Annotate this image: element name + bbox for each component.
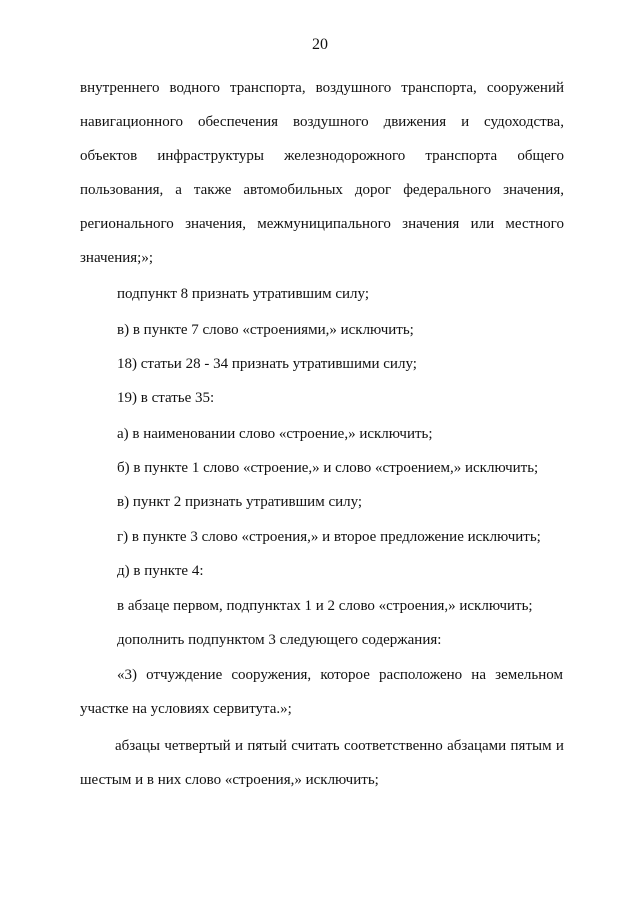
- word: которое: [320, 667, 370, 683]
- text-line: г) в пункте 3 слово «строения,» и второе предложение исключить;: [117, 529, 541, 545]
- word: расположено: [379, 667, 463, 683]
- text-line: [115, 736, 564, 756]
- page-number: 20: [312, 36, 328, 53]
- word: движения: [383, 114, 447, 130]
- text-line: [80, 214, 564, 234]
- word: инфраструктуры: [157, 148, 264, 164]
- word: и: [555, 738, 564, 754]
- word: значения,: [503, 182, 564, 198]
- word: также: [193, 182, 232, 198]
- word: транспорта,: [401, 80, 477, 96]
- text-line: в) в пункте 7 слово «строениями,» исключить;: [117, 322, 414, 338]
- text-line: [80, 146, 564, 166]
- text-line: дополнить подпунктом 3 следующего содержания:: [117, 632, 442, 648]
- text-line: в) пункт 2 признать утратившим силу;: [117, 494, 363, 510]
- text-line: д) в пункте 4:: [117, 563, 204, 579]
- word: пятый: [247, 738, 287, 754]
- word: отчуждение: [146, 667, 223, 683]
- word: земельном: [495, 667, 563, 683]
- word: на: [471, 667, 486, 683]
- word: судоходства,: [484, 114, 564, 130]
- text-line: [117, 665, 563, 685]
- word: обеспечения: [197, 114, 279, 130]
- text-line: [80, 180, 564, 200]
- word: регионального: [80, 216, 174, 232]
- word: четвертый: [164, 738, 231, 754]
- text-line: подпункт 8 признать утратившим силу;: [117, 286, 369, 302]
- word: значения: [402, 216, 460, 232]
- word: считать: [291, 738, 340, 754]
- word: воздушного: [293, 114, 369, 130]
- word: навигационного: [80, 114, 183, 130]
- word: значения,: [185, 216, 246, 232]
- word: внутреннего: [80, 80, 160, 96]
- text-line: значения;»;: [80, 250, 154, 266]
- text-line: а) в наименовании слово «строение,» исключить;: [117, 426, 433, 442]
- word: абзацами: [447, 738, 507, 754]
- text-line: б) в пункте 1 слово «строение,» и слово «строением,» исключить;: [117, 460, 539, 476]
- word: воздушного: [315, 80, 392, 96]
- text-line: [80, 112, 564, 132]
- word: федерального: [403, 182, 492, 198]
- text-line: в абзаце первом, подпунктах 1 и 2 слово «строения,» исключить;: [117, 598, 533, 614]
- word: межмуниципального: [257, 216, 391, 232]
- word: абзацы: [115, 738, 160, 754]
- text-line: 18) статьи 28 - 34 признать утратившими силу;: [117, 356, 417, 372]
- word: железнодорожного: [284, 148, 406, 164]
- word: дорог: [354, 182, 392, 198]
- word: водного: [169, 80, 221, 96]
- word: сооружения,: [231, 667, 312, 683]
- word: общего: [517, 148, 564, 164]
- word: «3): [117, 667, 137, 683]
- text-line: шестым и в них слово «строения,» исключить;: [80, 772, 379, 788]
- word: или: [470, 216, 495, 232]
- text-line: участке на условиях сервитута.»;: [80, 701, 292, 717]
- word: а: [175, 182, 182, 198]
- word: пятым: [510, 738, 552, 754]
- text-line: 19) в статье 35:: [117, 390, 215, 406]
- text-line: [80, 78, 564, 98]
- word: местного: [505, 216, 564, 232]
- word: сооружений: [486, 80, 564, 96]
- word: транспорта,: [230, 80, 306, 96]
- word: и: [461, 114, 470, 130]
- word: транспорта: [425, 148, 498, 164]
- word: пользования,: [80, 182, 164, 198]
- word: соответственно: [343, 738, 443, 754]
- word: автомобильных: [243, 182, 343, 198]
- word: и: [235, 738, 244, 754]
- word: объектов: [80, 148, 138, 164]
